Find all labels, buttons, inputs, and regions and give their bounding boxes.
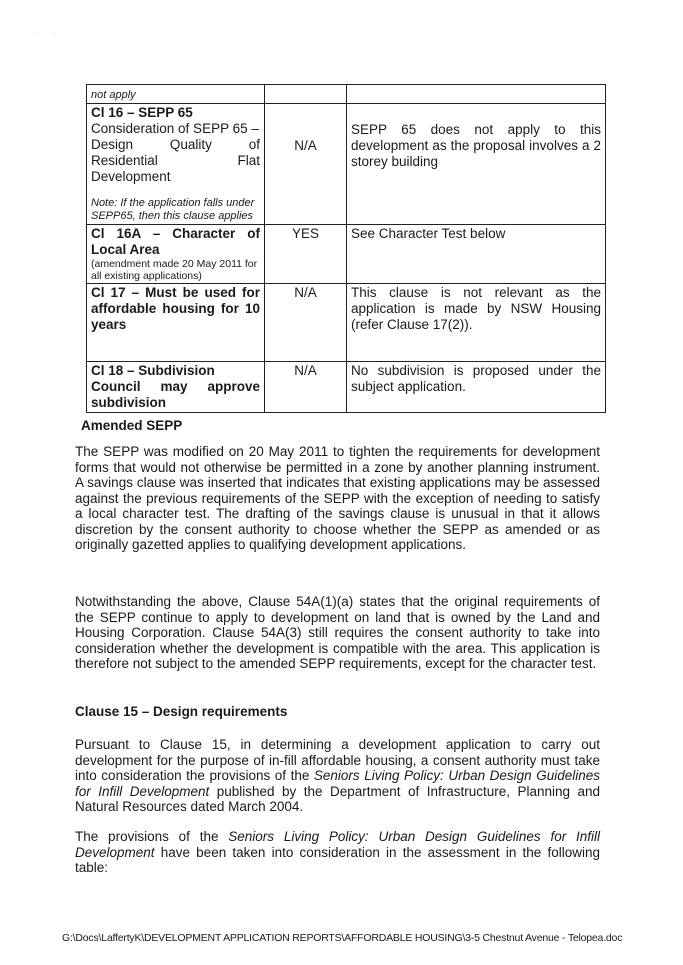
clause-title: Cl 16 – SEPP 65: [91, 105, 193, 120]
comment-cell: See Character Test below: [347, 225, 606, 284]
clause-sub: (amendment made 20 May 2011 for all existing applications): [91, 258, 258, 282]
section-heading: Amended SEPP: [81, 418, 183, 433]
paragraph: The provisions of the Seniors Living Policy: Urban Design Guidelines for Infill Development have been taken into consideration in the assessment in the following table:: [75, 829, 600, 875]
compliance-cell: [265, 85, 347, 104]
requirements-table: [86, 84, 606, 413]
compliance-cell: N/A: [265, 104, 347, 225]
footer-path: G:\Docs\LaffertyK\DEVELOPMENT APPLICATION REPORTS\AFFORDABLE HOUSING\3-5 Chestnut Avenue - Telopea.doc: [62, 932, 623, 944]
comment-cell: SEPP 65 does not apply to this development as the proposal involves a 2 storey building: [347, 104, 606, 225]
scan-mark: . .: [36, 26, 62, 36]
comment-cell: This clause is not relevant as the application is made by NSW Housing (refer Clause 17(2)).: [347, 284, 606, 362]
clause-title: subdivision: [91, 395, 167, 410]
table-row: [87, 362, 606, 413]
clause-title: Cl 16A – Character of: [91, 226, 260, 241]
clause-desc: Design Quality of: [91, 137, 260, 152]
clause-cell: [87, 104, 265, 225]
compliance-cell: N/A: [265, 284, 347, 362]
clause-title: Council may approve: [91, 379, 260, 394]
paragraph: The SEPP was modified on 20 May 2011 to tighten the requirements for development forms that would not otherwise be permitted in a zone by another planning instrument. A savings clause was inserted that indicates that existing applications may be assessed against the previous requirements of the SEPP with the exception of needing to satisfy a local character test. The drafting of the savings clause is unusual in that it allows discretion by the consent authority to choose whether the SEPP as amended or as originally gazetted applies to qualifying development applications.: [75, 444, 600, 552]
table-row: [87, 225, 606, 284]
clause-desc: Development: [91, 169, 171, 184]
clause-title: Local Area: [91, 242, 160, 257]
comment-cell: [347, 85, 606, 104]
clause-cell: Cl 17 – Must be used for affordable housing for 10 years: [87, 284, 265, 362]
clause-cell: not apply: [87, 85, 265, 104]
clause-title: Cl 18 – Subdivision: [91, 363, 215, 378]
compliance-cell: N/A: [265, 362, 347, 413]
clause-note: Note: If the application falls under SEPP65, then this clause applies: [91, 197, 255, 222]
table-row: [87, 85, 606, 104]
clause-desc: Residential Flat: [91, 153, 260, 168]
compliance-cell: YES: [265, 225, 347, 284]
section-heading: Clause 15 – Design requirements: [75, 704, 288, 719]
paragraph: Pursuant to Clause 15, in determining a development application to carry out development for the purpose of in-fill affordable housing, a consent authority must take into consideration the provisions of the Seniors Living Policy: Urban Design Guidelines for Infill Development published by the Department of Infrastructure, Planning and Natural Resources dated March 2004.: [75, 737, 601, 814]
table-row: [87, 284, 606, 362]
clause-cell: [87, 362, 265, 413]
table-row: [87, 104, 606, 225]
clause-cell: [87, 225, 265, 284]
comment-cell: No subdivision is proposed under the subject application.: [347, 362, 606, 413]
paragraph: Notwithstanding the above, Clause 54A(1)(a) states that the original requirements of the SEPP continue to apply to development on land that is owned by the Land and Housing Corporation. Clause 54A(3) still requires the consent authority to take into consideration whether the development is compatible with the area. This application is therefore not subject to the amended SEPP requirements, except for the character test.: [75, 594, 600, 671]
clause-desc: Consideration of SEPP 65 –: [91, 121, 259, 136]
